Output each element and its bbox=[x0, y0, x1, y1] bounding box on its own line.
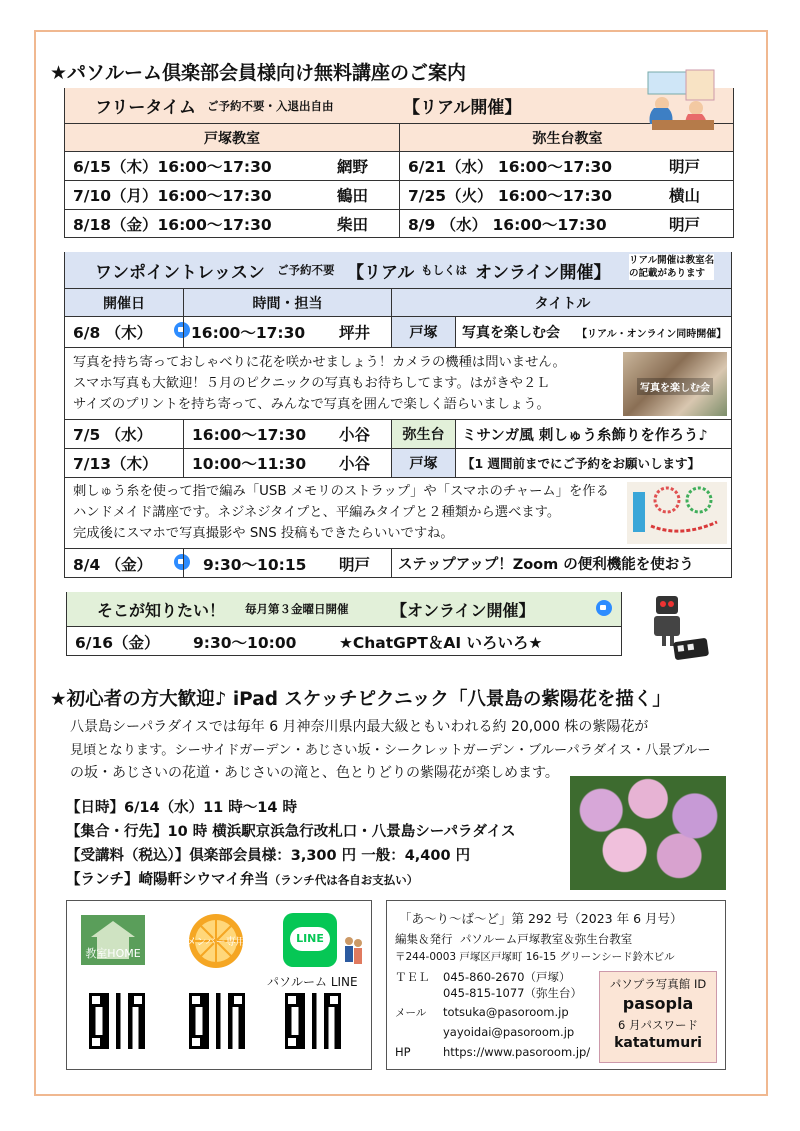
gallery-id: pasopla bbox=[622, 994, 694, 1013]
side-note-line: の記載があります bbox=[629, 268, 706, 279]
lesson-title-note: 【リアル・オンライン同時開催】 bbox=[577, 328, 727, 340]
footer-links-box bbox=[66, 900, 372, 1070]
line-link-label: パソルーム LINE bbox=[267, 975, 358, 989]
right-staff: 明戸 bbox=[669, 216, 701, 234]
freetime-note: ご予約不要・入退出自由 bbox=[207, 98, 334, 113]
issue-number: 「あ～り～ば～ど」第 292 号（2023 年 6 月号） bbox=[399, 911, 683, 926]
left-date: 7/10（月）16:00～17:30 bbox=[73, 187, 272, 205]
zoom-icon bbox=[595, 600, 613, 620]
section2-intro bbox=[70, 716, 711, 785]
onepoint-tag-a: 【リアル bbox=[347, 262, 415, 283]
lesson-date: 8/4 （金） bbox=[73, 555, 153, 574]
section-heading: ★パソルーム倶楽部会員様向け無料講座のご案内 bbox=[50, 62, 467, 84]
lesson-date: 7/13（木） bbox=[73, 455, 158, 473]
lunch-note: （ランチ代は各自お支払い） bbox=[268, 873, 419, 887]
freetime-title: フリータイム bbox=[95, 98, 196, 118]
right-date: 6/21（水） 16:00～17:30 bbox=[399, 152, 612, 180]
lesson-title: ミサンガ風 刺しゅう糸飾りを作ろう♪ bbox=[455, 420, 708, 448]
lesson-row bbox=[65, 419, 731, 448]
onepoint-side-note bbox=[629, 254, 714, 280]
lunch-text: 【ランチ】崎陽軒シウマイ弁当 bbox=[66, 872, 269, 888]
sokoga-title: そこが知りたい！ bbox=[97, 600, 226, 620]
lesson-date: 6/8 （木） bbox=[73, 324, 153, 342]
member-link-label: メンバー専用 bbox=[186, 937, 246, 948]
freetime-table bbox=[64, 88, 734, 238]
photo-club-image bbox=[623, 352, 727, 416]
detail-lunch bbox=[66, 868, 515, 892]
sokoga-topic: ★ChatGPT＆AI いろいろ★ bbox=[339, 633, 543, 652]
col-totsuka: 戸塚教室 bbox=[204, 130, 260, 147]
table-row bbox=[65, 151, 733, 180]
freetime-header-row bbox=[65, 123, 733, 151]
divider bbox=[391, 548, 392, 578]
desc-line: 刺しゅう糸を使って指で編み「USB メモリのストラップ」や「スマホのチャーム」を作る bbox=[73, 484, 609, 499]
lesson-desc-row bbox=[65, 347, 731, 419]
left-staff: 柴田 bbox=[337, 216, 369, 234]
qr-code-member[interactable] bbox=[189, 993, 245, 1049]
gallery-title: パソプラ写真館 ID bbox=[609, 977, 707, 991]
divider bbox=[183, 548, 184, 578]
desc-line: 写真を持ち寄っておしゃべりに花を咲かせましょう！カメラの機種は問いません。 bbox=[73, 355, 566, 370]
onepoint-tag-b: もしくは bbox=[421, 263, 467, 277]
right-staff: 明戸 bbox=[669, 158, 701, 176]
lesson-date: 7/5 （水） bbox=[73, 426, 153, 444]
detail-fee: 【受講料（税込）】倶楽部会員様：3,300 円 一般：4,400 円 bbox=[66, 848, 471, 864]
left-date: 6/15（木）16:00～17:30 bbox=[73, 158, 272, 176]
photo-gallery-box bbox=[599, 971, 717, 1063]
tel-1: 045-860-2670（戸塚） bbox=[443, 970, 571, 984]
lesson-row bbox=[65, 448, 731, 477]
people-icon bbox=[343, 935, 363, 975]
lesson-reserve: 【1 週間前までにご予約をお願いします】 bbox=[455, 449, 700, 477]
lesson-room: 戸塚 bbox=[391, 317, 455, 347]
onepoint-title-row bbox=[65, 252, 731, 288]
home-link-icon[interactable] bbox=[81, 915, 145, 965]
publisher-label: 編集＆発行 bbox=[395, 932, 453, 946]
mail-1[interactable]: totsuka@pasoroom.jp bbox=[443, 1005, 569, 1019]
gallery-pw-label: 6 月パスワード bbox=[618, 1018, 698, 1032]
lesson-room: 戸塚 bbox=[391, 449, 455, 477]
lesson-time: 9:30～10:15 bbox=[203, 555, 307, 574]
publisher: パソルーム戸塚教室＆弥生台教室 bbox=[459, 932, 633, 946]
robot-illustration bbox=[642, 592, 712, 660]
lesson-staff: 小谷 bbox=[339, 455, 371, 473]
right-date: 8/9 （水） 16:00～17:30 bbox=[399, 210, 607, 238]
address: 〒244-0003 戸塚区戸塚町 16-15 グリーンシード鈴木ビル bbox=[395, 951, 675, 963]
detail-date: 【日時】6/14（水）11 時～14 時 bbox=[66, 800, 298, 816]
lesson-desc bbox=[73, 481, 609, 544]
sokoga-title-row bbox=[67, 592, 621, 626]
classroom-illustration bbox=[642, 68, 720, 136]
mail-2[interactable]: yayoidai@pasoroom.jp bbox=[443, 1025, 575, 1039]
desc-line: サイズのプリントを持ち寄って、みんなで写真を囲んで楽しく語らいましょう。 bbox=[73, 397, 550, 412]
footer-info-box bbox=[386, 900, 726, 1070]
qr-code-home[interactable] bbox=[89, 993, 145, 1049]
hydrangea-photo bbox=[570, 776, 726, 890]
zoom-icon bbox=[173, 322, 191, 342]
right-staff: 横山 bbox=[669, 187, 701, 205]
desc-line: ハンドメイド講座です。ネジネジタイプと、平編みタイプと２種類から選べます。 bbox=[73, 505, 561, 520]
lesson-title: ステップアップ！Zoom の便利機能を使おう bbox=[391, 549, 694, 578]
lesson-time: 16:00～17:30 bbox=[191, 324, 306, 342]
lesson-time: 16:00～17:30 bbox=[183, 420, 306, 448]
hp-label: HP bbox=[395, 1045, 411, 1059]
left-staff: 鶴田 bbox=[337, 187, 369, 205]
lesson-row bbox=[65, 316, 731, 347]
sokoga-note: 毎月第３金曜日開催 bbox=[245, 602, 349, 616]
lesson-desc bbox=[73, 352, 566, 415]
zoom-icon bbox=[173, 554, 191, 574]
intro-line: の坂・あじさいの花道・あじさいの滝と、色とりどりの紫陽花が楽しめます。 bbox=[70, 765, 559, 781]
onepoint-table bbox=[64, 252, 732, 578]
sokoga-row bbox=[67, 626, 621, 656]
photo-caption: 写真を楽しむ会 bbox=[637, 378, 713, 395]
lesson-time: 10:00～11:30 bbox=[183, 449, 306, 477]
mail-label: メール bbox=[395, 1007, 427, 1019]
member-link-icon[interactable] bbox=[183, 911, 249, 971]
tel-2: 045-815-1077（弥生台） bbox=[443, 986, 582, 1000]
detail-meet: 【集合・行先】10 時 横浜駅京浜急行改札口・八景島シーパラダイス bbox=[66, 824, 516, 840]
lesson-row bbox=[65, 548, 731, 578]
left-date: 8/18（金）16:00～17:30 bbox=[73, 216, 272, 234]
table-row bbox=[65, 209, 733, 238]
tel-label: ＴＥＬ bbox=[395, 970, 430, 984]
lesson-title: 写真を楽しむ会 bbox=[455, 317, 560, 347]
lesson-staff: 小谷 bbox=[339, 426, 371, 444]
sokoga-tag: 【オンライン開催】 bbox=[391, 600, 535, 620]
head-title: タイトル bbox=[391, 289, 733, 316]
right-date: 7/25（火） 16:00～17:30 bbox=[399, 181, 612, 209]
left-staff: 網野 bbox=[337, 158, 369, 176]
section2-details bbox=[66, 796, 515, 892]
head-date: 開催日 bbox=[103, 295, 145, 312]
lesson-room: 弥生台 bbox=[391, 420, 455, 448]
lesson-staff: 明戸 bbox=[339, 555, 371, 574]
section2-heading: ★初心者の方大歓迎♪ iPad スケッチピクニック「八景島の紫陽花を描く」 bbox=[50, 689, 671, 710]
table-row bbox=[65, 180, 733, 209]
qr-code-line[interactable] bbox=[285, 993, 341, 1049]
freetime-tag: 【リアル開催】 bbox=[403, 98, 522, 118]
onepoint-title: ワンポイントレッスン bbox=[95, 262, 265, 283]
lesson-desc-row bbox=[65, 477, 731, 548]
line-icon-text: LINE bbox=[290, 927, 330, 951]
divider bbox=[183, 316, 184, 347]
onepoint-note: ご予約不要 bbox=[277, 263, 335, 277]
desc-line: スマホ写真も大歓迎！５月のピクニックの写真もお待ちしてます。はがきや２Ｌ bbox=[73, 376, 550, 391]
intro-line: 八景島シーパラダイスでは毎年 6 月神奈川県内最大級ともいわれる約 20,000 株の紫陽花が bbox=[70, 719, 649, 735]
hp-link[interactable]: https://www.pasoroom.jp/ bbox=[443, 1045, 591, 1059]
line-icon[interactable] bbox=[283, 913, 337, 967]
gallery-pw: katatumuri bbox=[614, 1035, 702, 1051]
onepoint-header-row bbox=[65, 288, 731, 316]
onepoint-tag-c: オンライン開催】 bbox=[475, 262, 611, 283]
sokoga-table bbox=[66, 592, 622, 656]
intro-line: 見頃となります。シーサイドガーデン・あじさい坂・シークレットガーデン・ブルーパラダイス・八景ブルー bbox=[70, 743, 711, 758]
publisher-line bbox=[395, 931, 632, 947]
home-link-label: 教室HOME bbox=[85, 947, 141, 960]
freetime-title-row bbox=[65, 88, 733, 123]
sokoga-date: 6/16（金） bbox=[75, 633, 160, 652]
desc-line: 完成後にスマホで写真撮影や SNS 投稿もできたらいいですね。 bbox=[73, 526, 454, 541]
side-note-line: リアル開催は教室名 bbox=[629, 255, 715, 266]
misanga-image bbox=[627, 482, 727, 544]
head-time: 時間・担当 bbox=[183, 289, 391, 316]
col-yayoidai: 弥生台教室 bbox=[399, 124, 735, 151]
sokoga-time: 9:30～10:00 bbox=[193, 633, 297, 652]
lesson-staff: 坪井 bbox=[339, 324, 371, 342]
